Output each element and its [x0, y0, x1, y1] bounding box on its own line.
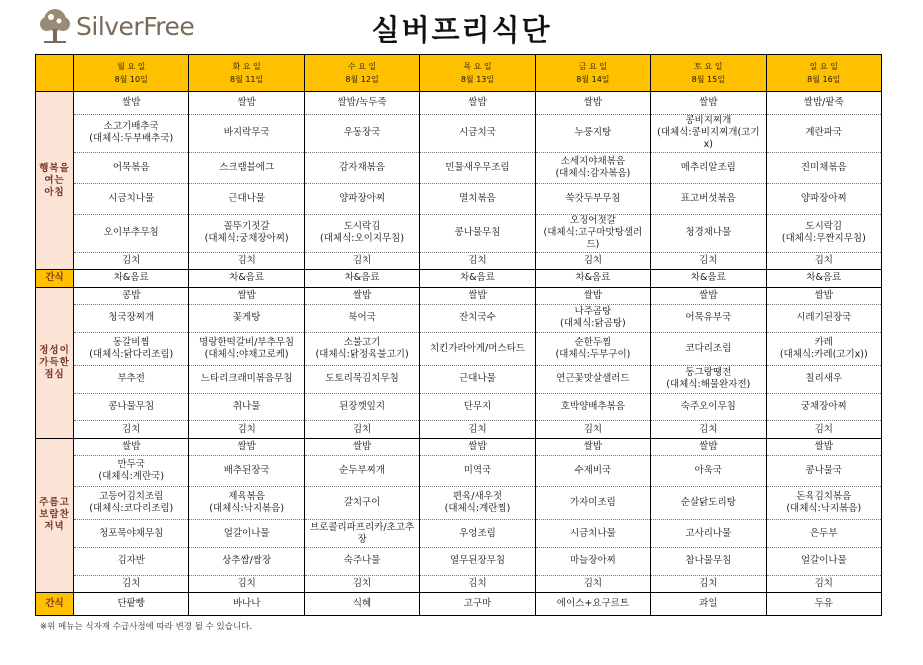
menu-cell: 칠리새우	[766, 365, 881, 393]
menu-cell: 취나물	[189, 393, 304, 421]
menu-cell: 배추된장국	[189, 456, 304, 487]
menu-cell: 치킨가라아게/머스타드	[420, 332, 535, 365]
menu-cell: 소고기배추국 (대체식:두부배추국)	[74, 114, 189, 152]
menu-cell: 콩나물무침	[74, 393, 189, 421]
menu-cell: 메추리알조림	[651, 152, 766, 183]
menu-cell: 쌀밥	[189, 438, 304, 455]
menu-cell: 쌀밥	[651, 92, 766, 115]
menu-cell: 동갈비찜 (대체식:닭다리조림)	[74, 332, 189, 365]
day-name: 목 요 일	[463, 62, 492, 72]
menu-cell: 수제비국	[535, 456, 650, 487]
menu-cell: 어묵볶음	[74, 152, 189, 183]
day-header	[766, 55, 881, 92]
menu-cell: 김치	[189, 421, 304, 438]
menu-cell: 김치	[420, 575, 535, 592]
menu-cell: 은두부	[766, 520, 881, 548]
menu-cell: 오이부추무침	[74, 214, 189, 252]
day-name: 일 요 일	[809, 62, 838, 72]
menu-cell: 만두국 (대체식:계란국)	[74, 456, 189, 487]
menu-cell: 김치	[535, 252, 650, 269]
menu-cell: 편육/새우젓 (대체식:계란찜)	[420, 487, 535, 520]
snack-label: 간식	[36, 270, 74, 287]
menu-cell: 쌀밥	[535, 287, 650, 304]
menu-cell: 소세지야채볶음 (대체식:감자볶음)	[535, 152, 650, 183]
menu-cell: 쌀밥	[304, 438, 419, 455]
menu-cell: 고사리나물	[651, 520, 766, 548]
menu-cell: 차&음료	[304, 270, 419, 287]
menu-row	[36, 421, 882, 438]
menu-cell: 마늘장아찌	[535, 547, 650, 575]
menu-cell: 쌀밥/녹두죽	[304, 92, 419, 115]
menu-cell: 민물새우무조림	[420, 152, 535, 183]
menu-cell: 콩나물국	[766, 456, 881, 487]
day-name: 금 요 일	[578, 62, 608, 72]
menu-cell: 쌀밥	[420, 92, 535, 115]
menu-cell: 도시락김 (대체식:오이지무침)	[304, 214, 419, 252]
menu-cell: 숙주나물	[304, 547, 419, 575]
menu-cell: 근대나물	[189, 183, 304, 214]
menu-cell: 나주곰탕 (대체식:닭곰탕)	[535, 305, 650, 333]
menu-row	[36, 92, 882, 115]
menu-row	[36, 456, 882, 487]
menu-cell: 아욱국	[651, 456, 766, 487]
day-date: 8월 15일	[691, 75, 725, 85]
menu-row	[36, 305, 882, 333]
menu-cell: 김치	[189, 252, 304, 269]
menu-cell: 김치	[420, 252, 535, 269]
menu-cell: 순살닭도리탕	[651, 487, 766, 520]
menu-cell: 열무된장무침	[420, 547, 535, 575]
menu-cell: 차&음료	[189, 270, 304, 287]
menu-cell: 고등어김치조림 (대체식:코다리조림)	[74, 487, 189, 520]
menu-cell: 콩밥	[74, 287, 189, 304]
menu-row	[36, 287, 882, 304]
menu-cell: 시금치나물	[74, 183, 189, 214]
menu-cell: 스크램블에그	[189, 152, 304, 183]
menu-cell: 연근꽃맛살샐러드	[535, 365, 650, 393]
menu-cell: 김치	[420, 421, 535, 438]
menu-cell: 궁채장아찌	[766, 393, 881, 421]
menu-cell: 김치	[651, 575, 766, 592]
menu-cell: 쌀밥	[766, 287, 881, 304]
meal-label: 행복을 여는 아침	[36, 92, 74, 270]
day-name: 화 요 일	[232, 62, 261, 72]
menu-row	[36, 487, 882, 520]
menu-cell: 콩나물무침	[420, 214, 535, 252]
menu-cell: 명랑한떡갈비/부추무침 (대체식:야채고로케)	[189, 332, 304, 365]
menu-cell: 감자채볶음	[304, 152, 419, 183]
menu-cell: 돈육김치볶음 (대체식:낙지볶음)	[766, 487, 881, 520]
menu-cell: 제육볶음 (대체식:낙지볶음)	[189, 487, 304, 520]
menu-cell: 김치	[766, 575, 881, 592]
menu-cell: 양파장아찌	[304, 183, 419, 214]
menu-cell: 시금치나물	[535, 520, 650, 548]
menu-cell: 소불고기 (대체식:닭정육불고기)	[304, 332, 419, 365]
menu-cell: 꼴뚜기젓갈 (대체식:궁채장아찌)	[189, 214, 304, 252]
menu-cell: 시레기된장국	[766, 305, 881, 333]
menu-cell: 김치	[74, 421, 189, 438]
menu-cell: 순한두찜 (대체식:두부구이)	[535, 332, 650, 365]
menu-cell: 갈치구이	[304, 487, 419, 520]
menu-cell: 얼갈이나물	[766, 547, 881, 575]
menu-cell: 진미채볶음	[766, 152, 881, 183]
brand-name: SilverFree	[76, 11, 195, 41]
menu-cell: 가자미조림	[535, 487, 650, 520]
menu-cell: 누룽지탕	[535, 114, 650, 152]
menu-cell: 김치	[535, 421, 650, 438]
menu-cell: 순두부찌개	[304, 456, 419, 487]
menu-row	[36, 575, 882, 592]
menu-cell: 잔치국수	[420, 305, 535, 333]
day-header	[651, 55, 766, 92]
day-header	[189, 55, 304, 92]
header-corner	[36, 55, 74, 92]
weekly-menu-table	[35, 54, 882, 616]
menu-cell: 쌀밥	[766, 438, 881, 455]
menu-cell: 계란파국	[766, 114, 881, 152]
menu-cell: 김치	[766, 421, 881, 438]
menu-cell: 김자반	[74, 547, 189, 575]
menu-cell: 카레 (대체식:카레(고기x))	[766, 332, 881, 365]
day-date: 8월 10일	[114, 75, 148, 85]
day-header	[420, 55, 535, 92]
menu-row	[36, 365, 882, 393]
menu-cell: 근대나물	[420, 365, 535, 393]
menu-cell: 참나물무침	[651, 547, 766, 575]
menu-row	[36, 547, 882, 575]
menu-cell: 차&음료	[420, 270, 535, 287]
menu-row	[36, 252, 882, 269]
menu-cell: 된장깻잎지	[304, 393, 419, 421]
menu-cell: 두유	[766, 593, 881, 616]
meal-label: 정성이 가득한 점심	[36, 287, 74, 438]
menu-cell: 도시락김 (대체식:무짠지무침)	[766, 214, 881, 252]
day-header	[304, 55, 419, 92]
day-header	[74, 55, 189, 92]
menu-cell: 차&음료	[535, 270, 650, 287]
menu-cell: 차&음료	[766, 270, 881, 287]
menu-row	[36, 520, 882, 548]
menu-cell: 미역국	[420, 456, 535, 487]
menu-row	[36, 114, 882, 152]
menu-cell: 과일	[651, 593, 766, 616]
menu-cell: 북어국	[304, 305, 419, 333]
menu-cell: 쌀밥	[420, 438, 535, 455]
menu-cell: 양파장아찌	[766, 183, 881, 214]
menu-row	[36, 593, 882, 616]
day-date: 8월 11일	[229, 75, 264, 85]
menu-row	[36, 332, 882, 365]
menu-cell: 느타리크래미볶음무침	[189, 365, 304, 393]
menu-cell: 쑥갓두부무침	[535, 183, 650, 214]
menu-cell: 우엉조림	[420, 520, 535, 548]
menu-cell: 단무지	[420, 393, 535, 421]
menu-cell: 김치	[304, 421, 419, 438]
menu-cell: 꽃게탕	[189, 305, 304, 333]
meal-label: 주름고 보람찬 저녁	[36, 438, 74, 592]
menu-cell: 청경채나물	[651, 214, 766, 252]
day-name: 월 요 일	[117, 62, 146, 72]
page-title: 실버프리식단	[371, 13, 552, 47]
menu-cell: 김치	[651, 421, 766, 438]
menu-cell: 쌀밥/팥죽	[766, 92, 881, 115]
menu-cell: 시금치국	[420, 114, 535, 152]
menu-cell: 얼갈이나물	[189, 520, 304, 548]
menu-cell: 쌀밥	[651, 287, 766, 304]
menu-row	[36, 270, 882, 287]
menu-cell: 표고버섯볶음	[651, 183, 766, 214]
day-name: 수 요 일	[347, 62, 377, 72]
menu-cell: 상추쌈/쌈장	[189, 547, 304, 575]
menu-cell: 차&음료	[651, 270, 766, 287]
day-date: 8월 13일	[460, 75, 495, 85]
menu-cell: 김치	[189, 575, 304, 592]
day-date: 8월 12일	[345, 75, 379, 85]
menu-cell: 우동장국	[304, 114, 419, 152]
menu-cell: 도토리묵김치무침	[304, 365, 419, 393]
menu-cell: 김치	[535, 575, 650, 592]
menu-cell: 바나나	[189, 593, 304, 616]
menu-cell: 쌀밥	[304, 287, 419, 304]
menu-cell: 호박양배추볶음	[535, 393, 650, 421]
menu-cell: 부추전	[74, 365, 189, 393]
menu-cell: 단팥빵	[74, 593, 189, 616]
footnote: ※위 메뉴는 식자재 수급사정에 따라 변경 될 수 있습니다.	[40, 622, 253, 632]
menu-cell: 고구마	[420, 593, 535, 616]
day-header	[535, 55, 650, 92]
menu-cell: 쌀밥	[189, 287, 304, 304]
menu-cell: 동그랑땡전 (대체식:해물완자전)	[651, 365, 766, 393]
menu-cell: 김치	[74, 252, 189, 269]
menu-row	[36, 183, 882, 214]
day-date: 8월 16일	[807, 75, 841, 85]
menu-cell: 김치	[651, 252, 766, 269]
menu-cell: 청포묵야채무침	[74, 520, 189, 548]
menu-cell: 차&음료	[74, 270, 189, 287]
menu-cell: 김치	[304, 575, 419, 592]
menu-cell: 멸치볶음	[420, 183, 535, 214]
menu-cell: 김치	[74, 575, 189, 592]
menu-cell: 브로콜리파프리카/초고추장	[304, 520, 419, 548]
menu-cell: 김치	[304, 252, 419, 269]
snack-label: 간식	[36, 593, 74, 616]
menu-cell: 쌀밥	[535, 92, 650, 115]
menu-cell: 코다리조림	[651, 332, 766, 365]
menu-cell: 쌀밥	[74, 92, 189, 115]
menu-cell: 김치	[766, 252, 881, 269]
menu-cell: 식혜	[304, 593, 419, 616]
menu-cell: 어묵유부국	[651, 305, 766, 333]
menu-cell: 에이스+요구르트	[535, 593, 650, 616]
day-date: 8월 14일	[576, 75, 610, 85]
menu-cell: 쌀밥	[420, 287, 535, 304]
menu-cell: 청국장찌개	[74, 305, 189, 333]
menu-cell: 쌀밥	[189, 92, 304, 115]
menu-cell: 쌀밥	[651, 438, 766, 455]
header-row	[36, 55, 882, 92]
menu-row	[36, 214, 882, 252]
menu-cell: 쌀밥	[535, 438, 650, 455]
day-name: 토 요 일	[694, 62, 723, 72]
menu-cell: 오징어젓갈 (대체식:고구마맛탕샐러드)	[535, 214, 650, 252]
menu-cell: 숙주오이무침	[651, 393, 766, 421]
menu-row	[36, 438, 882, 455]
menu-row	[36, 152, 882, 183]
menu-row	[36, 393, 882, 421]
menu-cell: 바지락무국	[189, 114, 304, 152]
menu-cell: 콩비지찌개 (대체식:콩비지찌개(고기x)	[651, 114, 766, 152]
menu-cell: 쌀밥	[74, 438, 189, 455]
